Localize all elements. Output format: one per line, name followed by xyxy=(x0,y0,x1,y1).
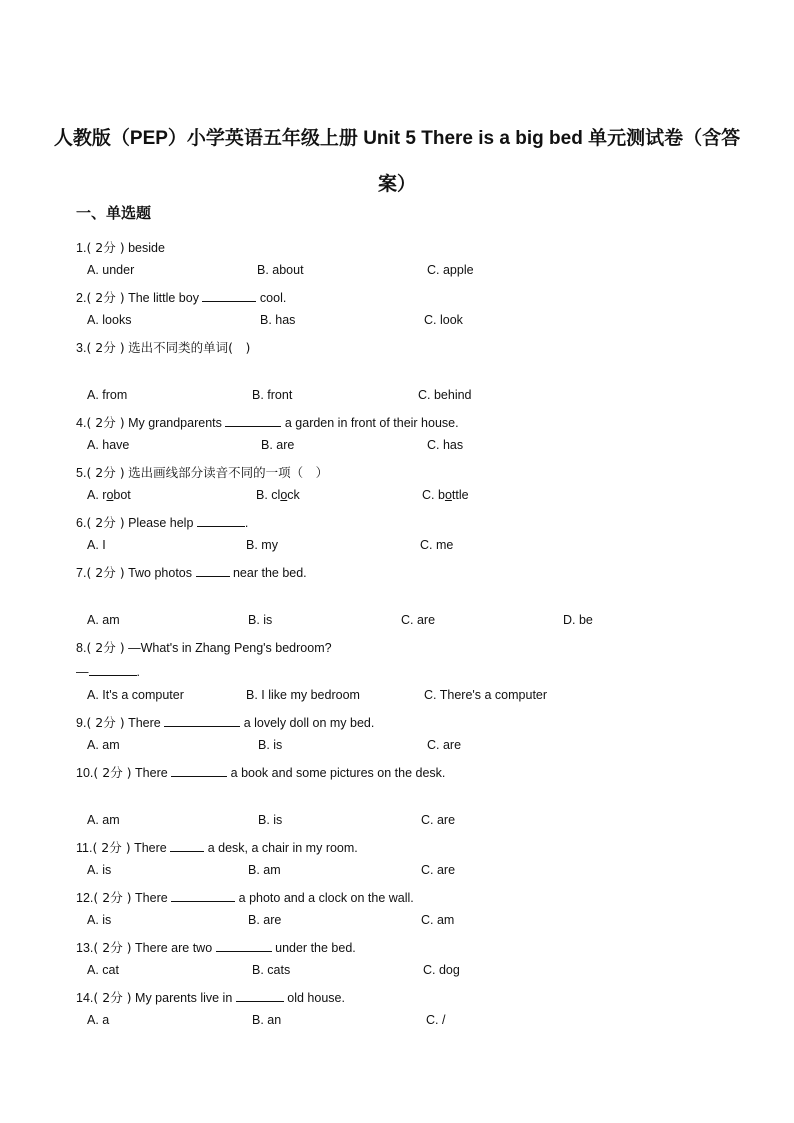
option-b[interactable]: B. is xyxy=(248,613,273,627)
option-a[interactable]: A. It's a computer xyxy=(87,688,184,702)
option-c[interactable]: C. are xyxy=(401,613,436,627)
score-label: ( 2分 ) xyxy=(93,990,132,1005)
score-label: ( 2分 ) xyxy=(86,465,125,480)
question-2 xyxy=(76,288,286,306)
option-b[interactable]: B. is xyxy=(258,813,283,827)
question-6 xyxy=(76,513,248,531)
option-text: C. b xyxy=(422,488,445,502)
option-a[interactable]: A. a xyxy=(87,1013,110,1027)
question-number: 9. xyxy=(76,716,87,730)
option-b[interactable]: B. am xyxy=(248,863,281,877)
question-text: 选出不同类的单词( ) xyxy=(128,340,251,355)
option-b[interactable]: B. about xyxy=(257,263,304,277)
question-text-end: . xyxy=(136,665,140,679)
question-number: 12. xyxy=(76,891,94,905)
score-label: ( 2分 ) xyxy=(92,840,131,855)
question-13 xyxy=(76,938,356,956)
underlined-letter: o xyxy=(106,488,114,502)
option-c[interactable]: C. apple xyxy=(427,263,474,277)
score-label: ( 2分 ) xyxy=(86,240,125,255)
answer-blank[interactable] xyxy=(197,514,245,527)
option-d[interactable]: D. be xyxy=(563,613,593,627)
score-label: ( 2分 ) xyxy=(93,765,132,780)
question-number: 6. xyxy=(76,516,87,530)
question-text-end: under the bed. xyxy=(275,941,356,955)
question-text-end: . xyxy=(244,516,249,530)
question-11 xyxy=(76,838,358,856)
question-3 xyxy=(76,338,250,356)
question-text: Two photos xyxy=(128,566,193,580)
option-a[interactable]: A. is xyxy=(87,863,112,877)
score-label: ( 2分 ) xyxy=(86,415,125,430)
question-14 xyxy=(76,988,345,1006)
title-line-1: 人教版（PEP）小学英语五年级上册 Unit 5 There is a big bed 单元测试卷（含答 xyxy=(53,128,741,149)
option-a[interactable]: A. from xyxy=(87,388,128,402)
question-number: 10. xyxy=(76,766,94,780)
option-text: ck xyxy=(287,488,300,502)
option-a[interactable]: A. under xyxy=(87,263,135,277)
score-label: ( 2分 ) xyxy=(93,940,132,955)
question-1 xyxy=(76,238,165,256)
option-c[interactable]: C. are xyxy=(421,813,456,827)
question-text-end: near the bed. xyxy=(232,566,307,580)
question-number: 5. xyxy=(76,466,87,480)
option-text: ttle xyxy=(451,488,469,502)
option-a[interactable]: A. cat xyxy=(87,963,119,977)
option-text: A. r xyxy=(87,488,107,502)
question-number: 3. xyxy=(76,341,87,355)
answer-blank[interactable] xyxy=(196,564,230,577)
question-text: My parents live in xyxy=(135,991,233,1005)
answer-blank[interactable] xyxy=(171,764,227,777)
answer-blank[interactable] xyxy=(89,663,137,676)
question-text-end: a book and some pictures on the desk. xyxy=(230,766,446,780)
question-5 xyxy=(76,463,328,481)
option-c[interactable] xyxy=(422,488,469,502)
question-12 xyxy=(76,888,414,906)
option-c[interactable]: C. There's a computer xyxy=(424,688,548,702)
option-b[interactable]: B. are xyxy=(248,913,282,927)
option-b[interactable]: B. my xyxy=(246,538,278,552)
question-text: beside xyxy=(128,241,165,255)
title-line-2: 案） xyxy=(377,174,416,195)
question-number: 14. xyxy=(76,991,94,1005)
question-number: 4. xyxy=(76,416,87,430)
option-b[interactable]: B. an xyxy=(252,1013,282,1027)
answer-blank[interactable] xyxy=(216,939,272,952)
option-c[interactable]: C. me xyxy=(420,538,454,552)
option-c[interactable]: C. am xyxy=(421,913,455,927)
score-label: ( 2分 ) xyxy=(86,715,125,730)
option-c[interactable]: C. / xyxy=(426,1013,446,1027)
question-text: There are two xyxy=(135,941,213,955)
option-text: bot xyxy=(113,488,131,502)
dash: — xyxy=(76,665,89,679)
answer-blank[interactable] xyxy=(171,889,235,902)
question-text-end: a garden in front of their house. xyxy=(284,416,459,430)
question-text: There xyxy=(128,716,161,730)
score-label: ( 2分 ) xyxy=(86,515,125,530)
question-text: Please help xyxy=(128,516,194,530)
option-a[interactable]: A. am xyxy=(87,813,120,827)
answer-blank[interactable] xyxy=(164,714,240,727)
option-a[interactable]: A. am xyxy=(87,613,120,627)
question-number: 11. xyxy=(76,841,93,855)
question-text: There xyxy=(135,891,168,905)
score-label: ( 2分 ) xyxy=(86,290,125,305)
question-text-end: a lovely doll on my bed. xyxy=(243,716,375,730)
question-9 xyxy=(76,713,374,731)
option-b[interactable]: B. cats xyxy=(252,963,291,977)
question-text: 选出画线部分读音不同的一项（ ） xyxy=(128,465,329,480)
option-a[interactable]: A. I xyxy=(87,538,106,552)
answer-blank[interactable] xyxy=(225,414,281,427)
option-c[interactable]: C. are xyxy=(421,863,456,877)
score-label: ( 2分 ) xyxy=(86,340,125,355)
option-c[interactable]: C. behind xyxy=(418,388,472,402)
score-label: ( 2分 ) xyxy=(86,565,125,580)
question-text: My grandparents xyxy=(128,416,222,430)
option-c[interactable]: C. dog xyxy=(423,963,460,977)
option-a[interactable]: A. am xyxy=(87,738,120,752)
underlined-letter: o xyxy=(444,488,452,502)
option-b[interactable]: B. is xyxy=(258,738,283,752)
question-number: 13. xyxy=(76,941,94,955)
question-8-answer-line xyxy=(76,663,140,679)
question-text: There xyxy=(134,841,167,855)
question-number: 8. xyxy=(76,641,87,655)
question-4 xyxy=(76,413,459,431)
answer-blank[interactable] xyxy=(202,289,256,302)
question-text-end: a desk, a chair in my room. xyxy=(207,841,358,855)
score-label: ( 2分 ) xyxy=(86,640,125,655)
answer-blank[interactable] xyxy=(236,989,284,1002)
question-text: There xyxy=(135,766,168,780)
option-b[interactable]: B. front xyxy=(252,388,293,402)
option-a[interactable]: A. is xyxy=(87,913,112,927)
answer-blank[interactable] xyxy=(170,839,204,852)
question-10 xyxy=(76,763,445,781)
question-text-end: old house. xyxy=(287,991,345,1005)
question-text: The little boy xyxy=(128,291,199,305)
question-number: 7. xyxy=(76,566,87,580)
question-number: 2. xyxy=(76,291,87,305)
option-a[interactable]: A. looks xyxy=(87,313,132,327)
question-8 xyxy=(76,638,332,656)
option-c[interactable]: C. are xyxy=(427,738,462,752)
option-b[interactable]: B. are xyxy=(261,438,295,452)
question-7 xyxy=(76,563,307,581)
option-c[interactable]: C. look xyxy=(424,313,463,327)
question-text-end: cool. xyxy=(259,291,287,305)
option-b[interactable] xyxy=(256,488,300,502)
option-b[interactable]: B. I like my bedroom xyxy=(246,688,360,702)
underlined-letter: o xyxy=(280,488,288,502)
option-a[interactable] xyxy=(87,488,131,502)
question-text-end: a photo and a clock on the wall. xyxy=(238,891,414,905)
option-text: B. cl xyxy=(256,488,281,502)
option-b[interactable]: B. has xyxy=(260,313,296,327)
section-heading: 一、单选题 xyxy=(76,205,152,222)
score-label: ( 2分 ) xyxy=(93,890,132,905)
option-c[interactable]: C. has xyxy=(427,438,464,452)
option-a[interactable]: A. have xyxy=(87,438,130,452)
question-number: 1. xyxy=(76,241,87,255)
document-title xyxy=(50,116,744,208)
question-text: —What's in Zhang Peng's bedroom? xyxy=(128,641,332,655)
